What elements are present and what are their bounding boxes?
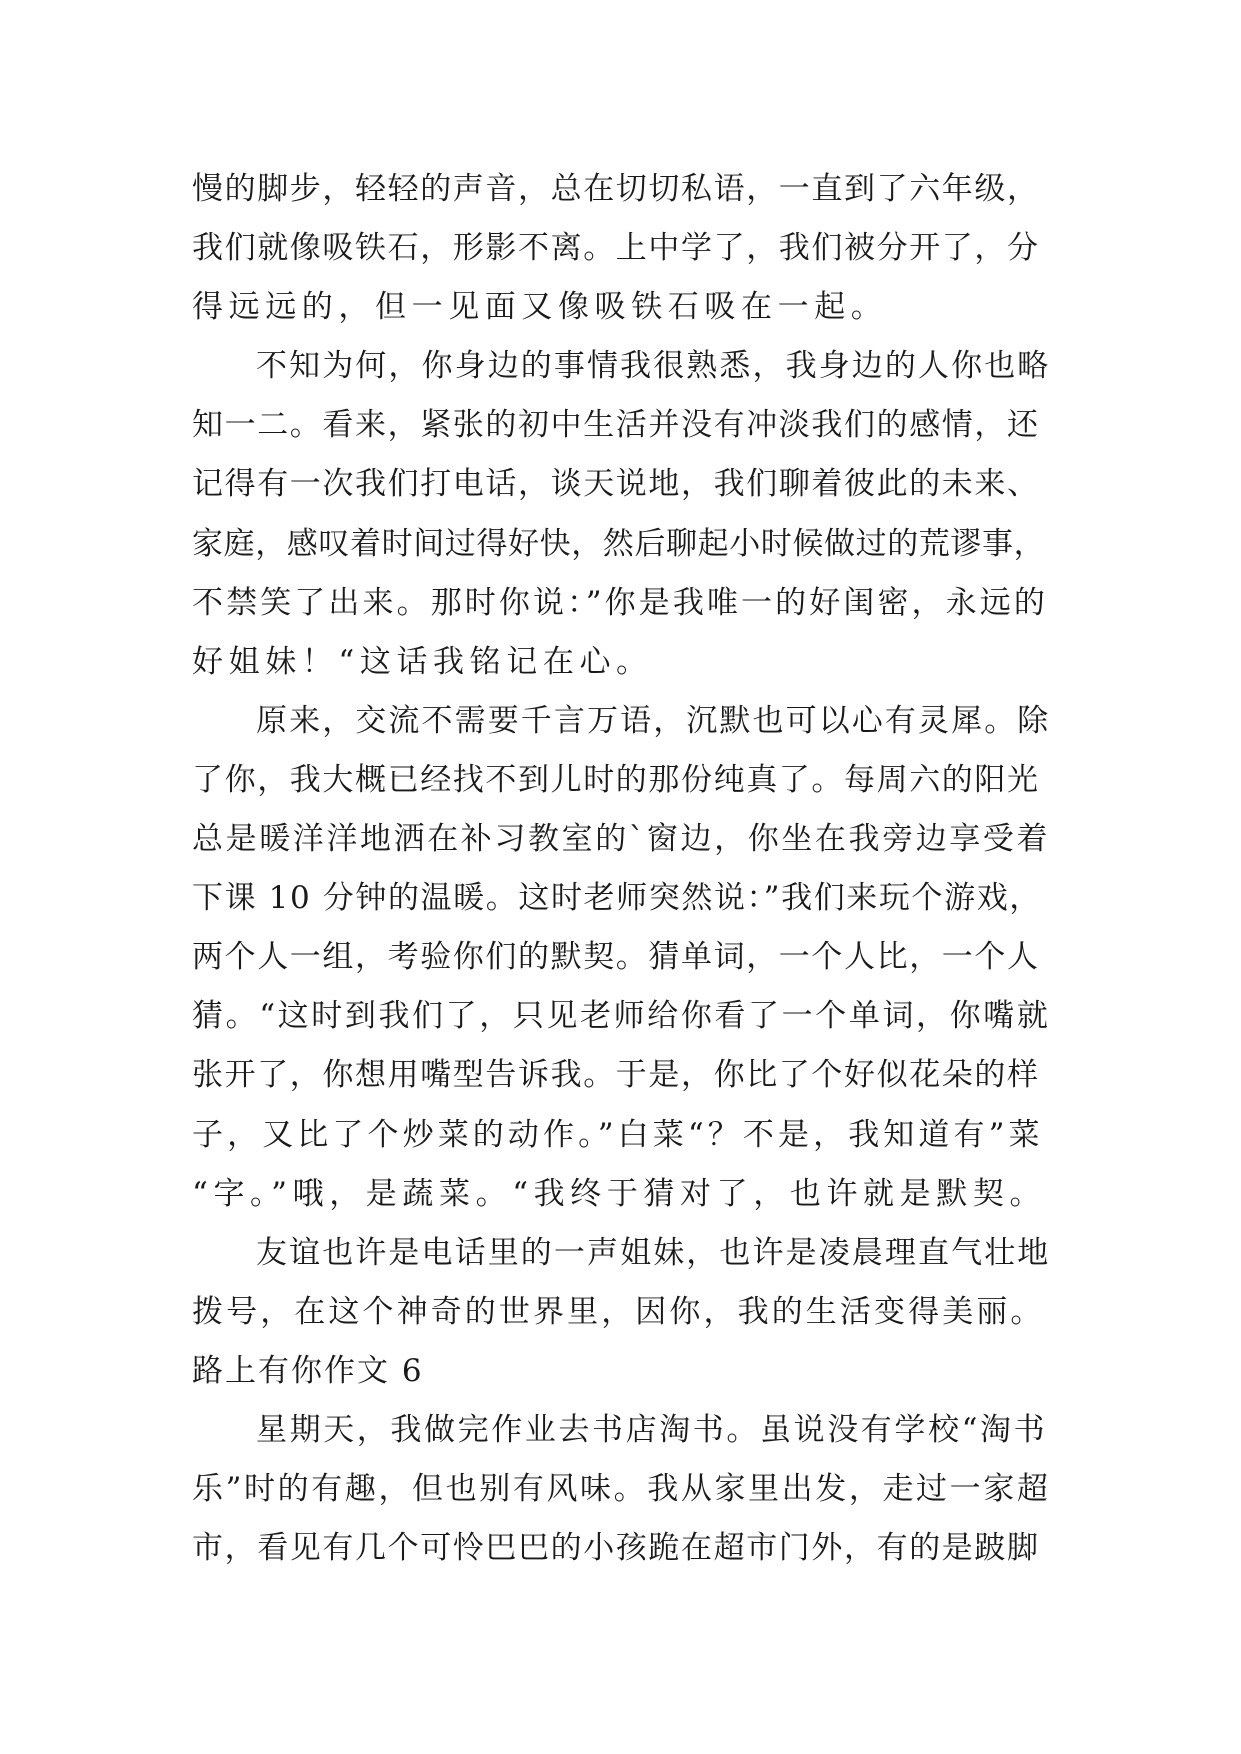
text-line: 拨号，在这个神奇的世界里，因你，我的生活变得美丽。 [192,1293,1045,1330]
text-line: 不禁笑了出来。那时你说：”你是我唯一的好闺密，永远的 [192,584,1048,621]
text-line: 张开了，你想用嘴型告诉我。于是，你比了个好似花朵的样 [192,1057,1040,1094]
section-heading: 路上有你作文 6 [192,1352,424,1389]
text-line: 友谊也许是电话里的一声姐妹，也许是凌晨理直气壮地 [256,1234,1051,1271]
text-line: 知一二。看来，紧张的初中生活并没有冲淡我们的感情，还 [192,407,1040,444]
text-line: 得远远的，但一见面又像吸铁石吸在一起。 [192,289,888,326]
text-line: 我们就像吸铁石，形影不离。上中学了，我们被分开了，分 [192,230,1040,267]
text-line: 星期天，我做完作业去书店淘书。虽说没有学校“淘书 [256,1411,1048,1448]
text-line: 家庭，感叹着时间过得好快，然后聊起小时候做过的荒谬事， [192,525,1046,562]
text-line: 不知为何，你身边的事情我很熟悉，我身边的人你也略 [256,348,1051,385]
text-line: 市，看见有几个可怜巴巴的小孩跪在超市门外，有的是跛脚 [192,1530,1040,1567]
text-line: 记得有一次我们打电话，谈天说地，我们聊着彼此的未来、 [192,466,1040,503]
text-line: 慢的脚步，轻轻的声音，总在切切私语，一直到了六年级， [192,171,1040,207]
text-line: 原来，交流不需要千言万语，沉默也可以心有灵犀。除 [256,702,1051,739]
text-line: “字。”哦，是蔬菜。“我终于猜对了，也许就是默契。 [192,1175,1047,1212]
document-body [192,160,1052,1578]
text-line: 两个人一组，考验你们的默契。猜单词，一个人比，一个人 [192,939,1040,976]
text-line: 好姐妹！“这话我铭记在心。 [192,643,653,680]
text-line: 乐”时的有趣，但也别有风味。我从家里出发，走过一家超 [192,1471,1051,1508]
text-line: 了你，我大概已经找不到儿时的那份纯真了。每周六的阳光 [192,761,1040,798]
text-line: 子，又比了个炒菜的动作。”白菜“？不是，我知道有”菜 [192,1116,1044,1153]
text-line: 猜。“这时到我们了，只见老师给你看了一个单词，你嘴就 [192,998,1051,1035]
text-line: 下课 10 分钟的温暖。这时老师突然说：”我们来玩个游戏， [192,880,1042,917]
text-line: 总是暖洋洋地洒在补习教室的`窗边，你坐在我旁边享受着 [192,821,1051,858]
